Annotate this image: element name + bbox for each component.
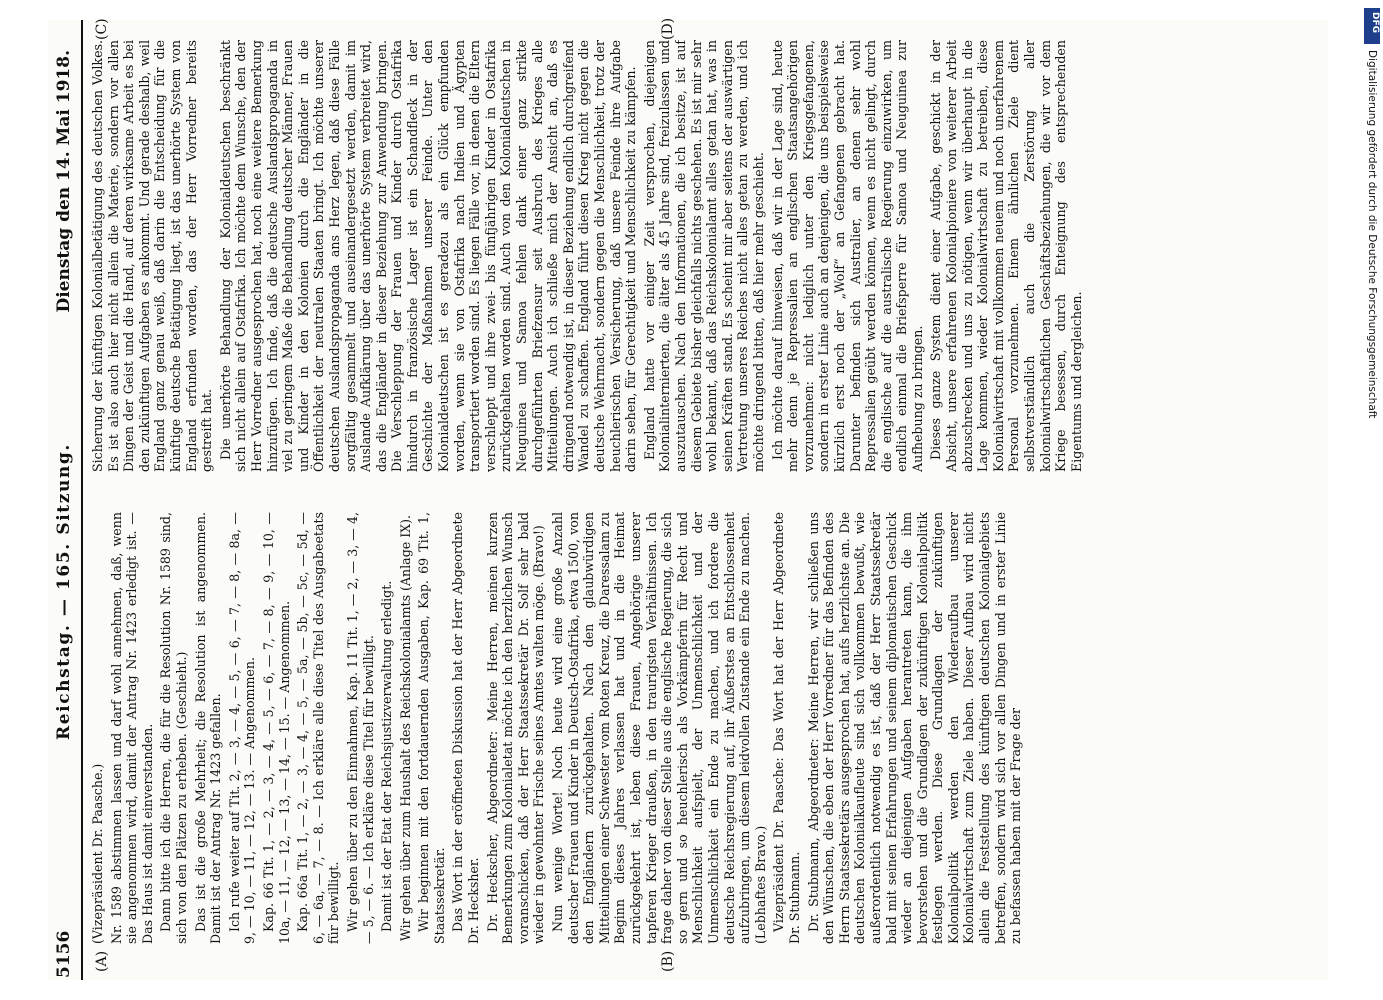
paragraph: Dieses ganze System dient einer Aufgabe, geschickt in der Absicht, unsere erfahrenen Kolonialpioniere von weiterer Arbeit abzuschrecken und uns zu nötigen, wenn wir überhaupt in die Lage kommen, wieder Kolonialwirtschaft zu betreiben, diese Kolonialwirtschaft mit vollkommen neuem und noch unerfahrenem Personal vorzunehmen. Einem ähnlichen Ziele dient selbstverständlich auch die Zerstörung aller kolonialwirtschaftlichen Geschäftsbeziehungen, die wir vor dem Kriege besessen, durch Enteignung des entsprechenden Eigentums und dergleichen.: [928, 40, 1084, 472]
digitization-credit: Digitalisierung gefördert durch die Deutsche Forschungsgemeinschaft: [1366, 50, 1378, 419]
paragraph: Ich möchte darauf hinweisen, daß wir in der Lage sind, heute mehr denn je Repressalien an englischen Staatsangehörigen vorzunehmen: nicht lediglich unter den Kriegsgefangenen, sondern in erster Linie auch an denjenigen, die uns beispielsweise kürzlich erst noch der „Wolf“ an Gefangenen gebracht hat. Darunter befinden sich Australier, an denen sehr wohl Repressalien geübt werden können, wenn es nicht gelingt, durch die englische auf die australische Regierung einzuwirken, um endlich einmal die Briefsperre für Samoa und Neuguinea zur Aufhebung zu bringen.: [769, 40, 925, 472]
dfg-logo: DFG: [1364, 8, 1380, 44]
left-column: [90, 512, 1310, 944]
paragraph: Kap. 66a Tit. 1, — 2, — 3, — 4, — 5, — 5a, — 5b, — 5c, — 5d, — 6, — 6a, — 7, — 8. — Ich erkläre alle diese Titel des Ausgabeetats für bewilligt.: [295, 512, 342, 944]
margin-mark-c: (C): [94, 18, 110, 40]
paragraph: Das ist die große Mehrheit; die Resolution ist angenommen. Damit ist der Antrag Nr. 1423 gefallen.: [192, 512, 224, 944]
paragraph: Ich rufe weiter auf Tit. 2, — 3, — 4, — 5, — 6, — 7, — 8, — 8a, — 9, — 10, — 11, — 12, — 13. — Angenommen.: [226, 512, 258, 944]
paragraph: Wir beginnen mit den fortdauernden Ausgaben, Kap. 69 Tit. 1, Staatssekretär.: [416, 512, 447, 944]
page-number: 5156: [54, 930, 74, 978]
section-heading: Wir gehen über zum Haushalt des Reichskolonialamts (Anlage IX).: [397, 514, 413, 942]
paragraph: Wir gehen über zu den Einnahmen, Kap. 11 Tit. 1, — 2, — 3, — 4, — 5, — 6. — Ich erkläre diese Titel für bewilligt.: [344, 512, 376, 944]
speech-paragraph: Dr. Stubmann, Abgeordneter: Meine Herren, wir schließen uns den Wünschen, die eben der Herr Vorredner für das Befinden des Herrn Staatssekretärs ausgesprochen hat, aufs herzlichste an. Die deutschen Kolonialkaufleute sind sich vollkommen bewußt, wie außerordentlich notwendig es ist, daß der Herr Staatssekretär bald mit seinen Erfahrungen und seinem diplomatischen Geschick wieder an diejenigen Aufgaben herantreten kann, die ihm bevorstehen und die Grundlagen der zukünftigen Kolonialpolitik festlegen werden. Diese Grundlagen der zukünftigen Kolonialpolitik werden den Wiederaufbau unserer Kolonialwirtschaft zum Ziele haben. Dieser Aufbau wird nicht allein die Feststellung des künftigen deutschen Kolonialgebiets betreffen, sondern wird sich vor allen Dingen und in erster Linie zu befassen haben mit der Frage der: [805, 512, 1024, 944]
paragraph: England hatte vor einiger Zeit versprochen, diejenigen Kolonialinternierten, die älter als 45 Jahre sind, freizulassen und auszutauschen. Nach den Informationen, die ich besitze, ist auf diesem Gebiete bisher gleichfalls nichts geschehen. Es ist mir sehr wohl bekannt, daß das Reichskolonialamt alles getan hat, was in seinen Kräften stand. Es scheint mir aber seitens der auswärtigen Vertretung unseres Reiches nicht alles getan zu werden, und ich möchte dringend bitten, daß hier mehr geschieht.: [641, 40, 766, 472]
paragraph: Damit ist der Etat der Reichsjustizverwaltung erledigt.: [379, 580, 395, 932]
paragraph: Kap. 66 Tit. 1, — 2, — 3, — 4, — 5, — 6, — 7, — 8, — 9, — 10, — 10a, — 11, — 12, — 13, — 14, — 15. — Angenommen.: [260, 512, 292, 944]
speech-paragraph: Dr. Heckscher, Abgeordneter: Meine Herren, meinen kurzen Bemerkungen zum Kolonialetat möchte ich den herzlichen Wunsch voranschicken, daß der Herr Staatssekretär Dr. Solf sehr bald wieder in gewohnter Frische seines Amtes walten möge. (Bravo!): [484, 512, 547, 944]
margin-mark-b: (B): [660, 950, 676, 972]
speaker-heading: (Vizepräsident Dr. Paasche.): [90, 763, 105, 944]
document-page: [48, 17, 1328, 980]
paragraph: Dann bitte ich die Herren, die für die Resolution Nr. 1589 sind, sich von den Plätzen zu erheben. (Geschieht.): [158, 512, 189, 944]
speech-paragraph: Nun wenige Worte! Noch heute wird eine große Anzahl deutscher Frauen und Kinder in Deutsch-Ostafrika, etwa 1500, von den Engländern zurückgehalten. Nach den glaubwürdigen Mitteilungen einer Schwester vom Roten Kreuz, die Daressalam zu Beginn dieses Jahres verlassen hat und in die Heimat zurückgekehrt ist, leben diese Frauen, Angehörige unserer tapferen Krieger draußen, in den traurigsten Verhältnissen. Ich frage daher von dieser Stelle aus die englische Regierung, die sich so gern und so heuchlerisch als Vorkämpferin für Recht und Menschlichkeit aufspielt, der Unmenschlichkeit und der Unmenschlichkeit ein Ende zu machen, und ich fordere die deutsche Reichsregierung auf, ihr Äußerstes an Entschlossenheit aufzubringen, um diesem leidvollen Zustande ein Ende zu machen. (Lebhaftes Bravo.): [550, 512, 768, 944]
paragraph: Nr. 1589 abstimmen lassen und darf wohl annehmen, daß, wenn sie angenommen wird, damit der Antrag Nr. 1423 erledigt ist. — Das Haus ist damit einverstanden.: [108, 512, 155, 944]
paragraph: Sicherung der künftigen Kolonialbetätigung des deutschen Volkes. Es ist also auch hier nicht allein die Materie, sondern vor allen Dingen der Geist und die Hand, auf deren wirksame Arbeit es bei den zukünftigen Aufgaben es ankommt. Und gerade deshalb, weil England ganz genau weiß, daß darin die Entscheidung für die künftige deutsche Betätigung liegt, ist das unerhörte System von England erfunden worden, das der Herr Vorredner bereits gestreift hat.: [90, 40, 215, 472]
right-column: [90, 40, 1310, 472]
margin-mark-d: (D): [660, 17, 676, 40]
paragraph: Die unerhörte Behandlung der Kolonialdeutschen beschränkt sich nicht allein auf Ostafrika. Ich möchte dem Wunsche, den der Herr Vorredner ausgesprochen hat, noch eine weitere Bemerkung hinzufügen. Ich finde, daß die deutsche Auslandspropaganda in viel zu geringem Maße die Behandlung deutscher Männer, Frauen und Kinder in den Kolonien durch die Engländer in die Öffentlichkeit der neutralen Staaten bringt. Ich möchte unserer deutschen Auslandspropaganda ans Herz legen, daß diese Fälle sorgfältig gesammelt und auseinandergesetzt werden, damit im Auslande Aufklärung über das unerhörte System verbreitet wird, das die Engländer in dieser Beziehung zur Anwendung bringen. Die Verschleppung der Frauen und Kinder durch Ostafrika hindurch in französische Lager ist ein Schandfleck in der Geschichte der Maßnahmen unserer Feinde. Unter den Kolonialdeutschen ist es geradezu als ein Glück empfunden worden, wenn sie von Ostafrika nach Indien und Ägypten transportiert worden sind. Es liegen Fälle vor, in denen die Eltern verschleppt und ihre zwei- bis fünfjährigen Kinder in Ostafrika zurückgehalten worden sind. Auch von den Kolonialdeutschen in Neuguinea und Samoa fehlen dank einer ganz strikte durchgeführten Briefzensur seit Ausbruch des Krieges alle Mitteilungen. Auch ich schließe mich der Ansicht an, daß es dringend notwendig ist, in dieser Beziehung endlich durchgreifend Wandel zu schaffen. England führt diesen Krieg nicht gegen die deutsche Wehrmacht, sondern gegen die Menschlichkeit, trotz der heuchlerischen Versicherung, daß unsere Feinde ihre Aufgabe darin sehen, für Gerechtigkeit und Menschlichkeit zu kämpfen.: [217, 40, 639, 472]
header-rule: [81, 20, 83, 980]
margin-mark-a: (A): [94, 950, 110, 972]
session-title: Reichstag. — 165. Sitzung.: [54, 443, 74, 740]
page-header: [48, 20, 78, 980]
session-date: Dienstag den 14. Mai 1918.: [54, 50, 74, 313]
paragraph: Das Wort in der eröffneten Diskussion hat der Herr Abgeordnete Dr. Hecksher.: [450, 512, 482, 944]
paragraph: Vizepräsident Dr. Paasche: Das Wort hat der Herr Abgeordnete Dr. Stubmann.: [771, 512, 802, 944]
